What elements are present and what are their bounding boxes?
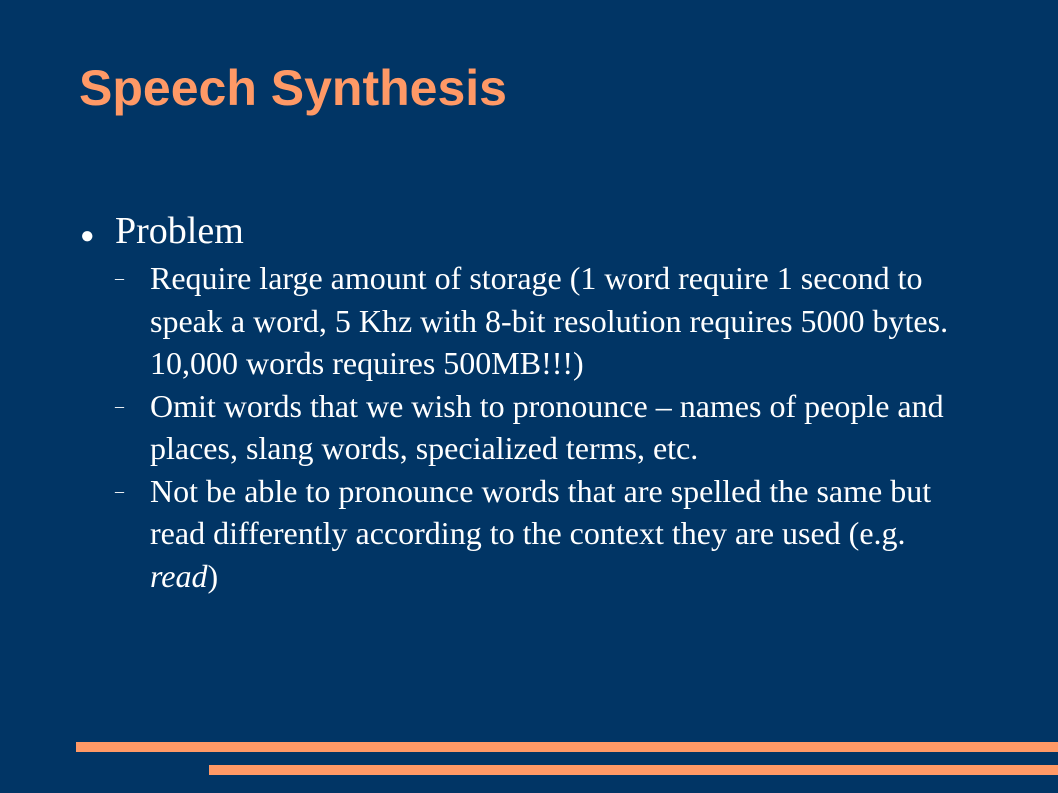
accent-bar-top bbox=[76, 742, 1058, 752]
sublist-item-text: Require large amount of storage (1 word require 1 second to speak a word, 5 Khz with 8-bit resolution requires 5000 bytes. 10,000 words requires 500MB!!!) bbox=[150, 260, 949, 381]
sublist-item-pronounce bbox=[80, 470, 1020, 598]
dash-icon: – bbox=[115, 395, 124, 416]
dash-icon: – bbox=[115, 480, 124, 501]
slide-content bbox=[80, 205, 1020, 597]
bullet-problem bbox=[80, 205, 1020, 257]
sublist-item-storage bbox=[80, 257, 1020, 385]
sublist-item-omit-words bbox=[80, 385, 1020, 470]
problem-sublist bbox=[80, 257, 1020, 597]
bullet-problem-label: Problem bbox=[115, 210, 244, 252]
sublist-item-text-before: Not be able to pronounce words that are spelled the same but read differently according to the context they are used (e.g. bbox=[150, 472, 932, 551]
accent-bar-bottom bbox=[209, 765, 1058, 775]
sublist-item-text: Omit words that we wish to pronounce – names of people and places, slang words, specialized terms, etc. bbox=[150, 387, 944, 466]
sublist-item-text-after: ) bbox=[207, 557, 219, 594]
sublist-item-text bbox=[150, 470, 980, 598]
slide-title: Speech Synthesis bbox=[79, 60, 507, 116]
bullet-dot-icon: ● bbox=[80, 223, 95, 249]
sublist-item-text-emphasis: read bbox=[150, 557, 208, 594]
dash-icon: – bbox=[115, 268, 124, 288]
